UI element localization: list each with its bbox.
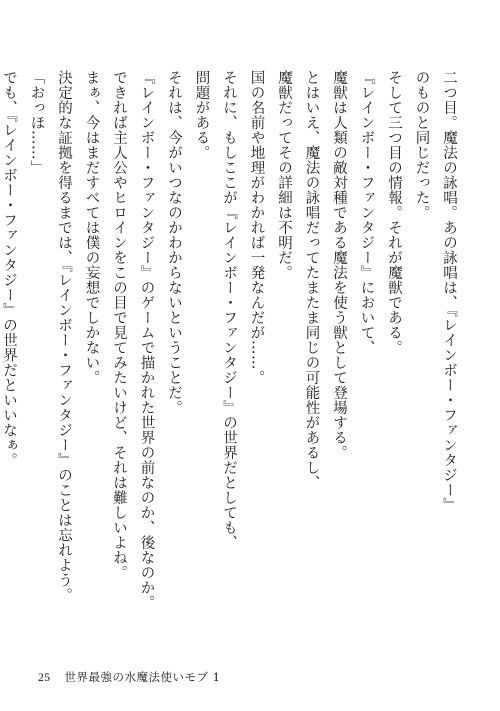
text-line: 国の名前や地理がわかれば一発なんだが……。 — [248, 70, 265, 385]
text-line: とはいえ、魔法の詠唱だってたまたま同じの可能性があるし、魔獣だってその詳細は不明だ。 — [276, 70, 320, 490]
text-line: 『レインボー・ファンタジー』において、魔獣は人類の敵対種である魔法を使う獣として登場する。 — [331, 70, 375, 460]
text-line: 「おっほ……」 — [28, 70, 45, 175]
text-line: 『レインボー・ファンタジー』のゲームで描かれた世界の前なのか、後なのか。 — [138, 70, 155, 610]
text-line: そして三つ目の情報。それが魔獣である。 — [386, 70, 402, 355]
text-line: まぁ、今はまだすべては僕の妄想でしかない。 — [83, 70, 100, 385]
page-footer — [38, 669, 220, 685]
page-number: 25 — [38, 672, 51, 684]
body-text — [1, 70, 462, 630]
text-line: それに、もしここが『レインボー・ファンタジー』の世界だとしても、問題がある。 — [193, 70, 237, 550]
text-line: 二つ目。魔法の詠唱。あの詠唱は、『レインボー・ファンタジー』のものと同じだった。 — [413, 70, 457, 513]
text-line: できれば主人公やヒロインをこの目で見てみたいけど、それは難しいよね。 — [111, 70, 127, 580]
text-line: 決定的な証拠を得るまでは、『レインボー・ファンタジー』のことは忘れよう。 — [56, 70, 72, 603]
text-line: でも、『レインボー・ファンタジー』の世界だといいなぁ。 — [1, 70, 17, 468]
text-line: それは、今がいつなのかわからないということだ。 — [166, 70, 182, 415]
book-title: 世界最強の水魔法使いモブ 1 — [64, 670, 221, 684]
